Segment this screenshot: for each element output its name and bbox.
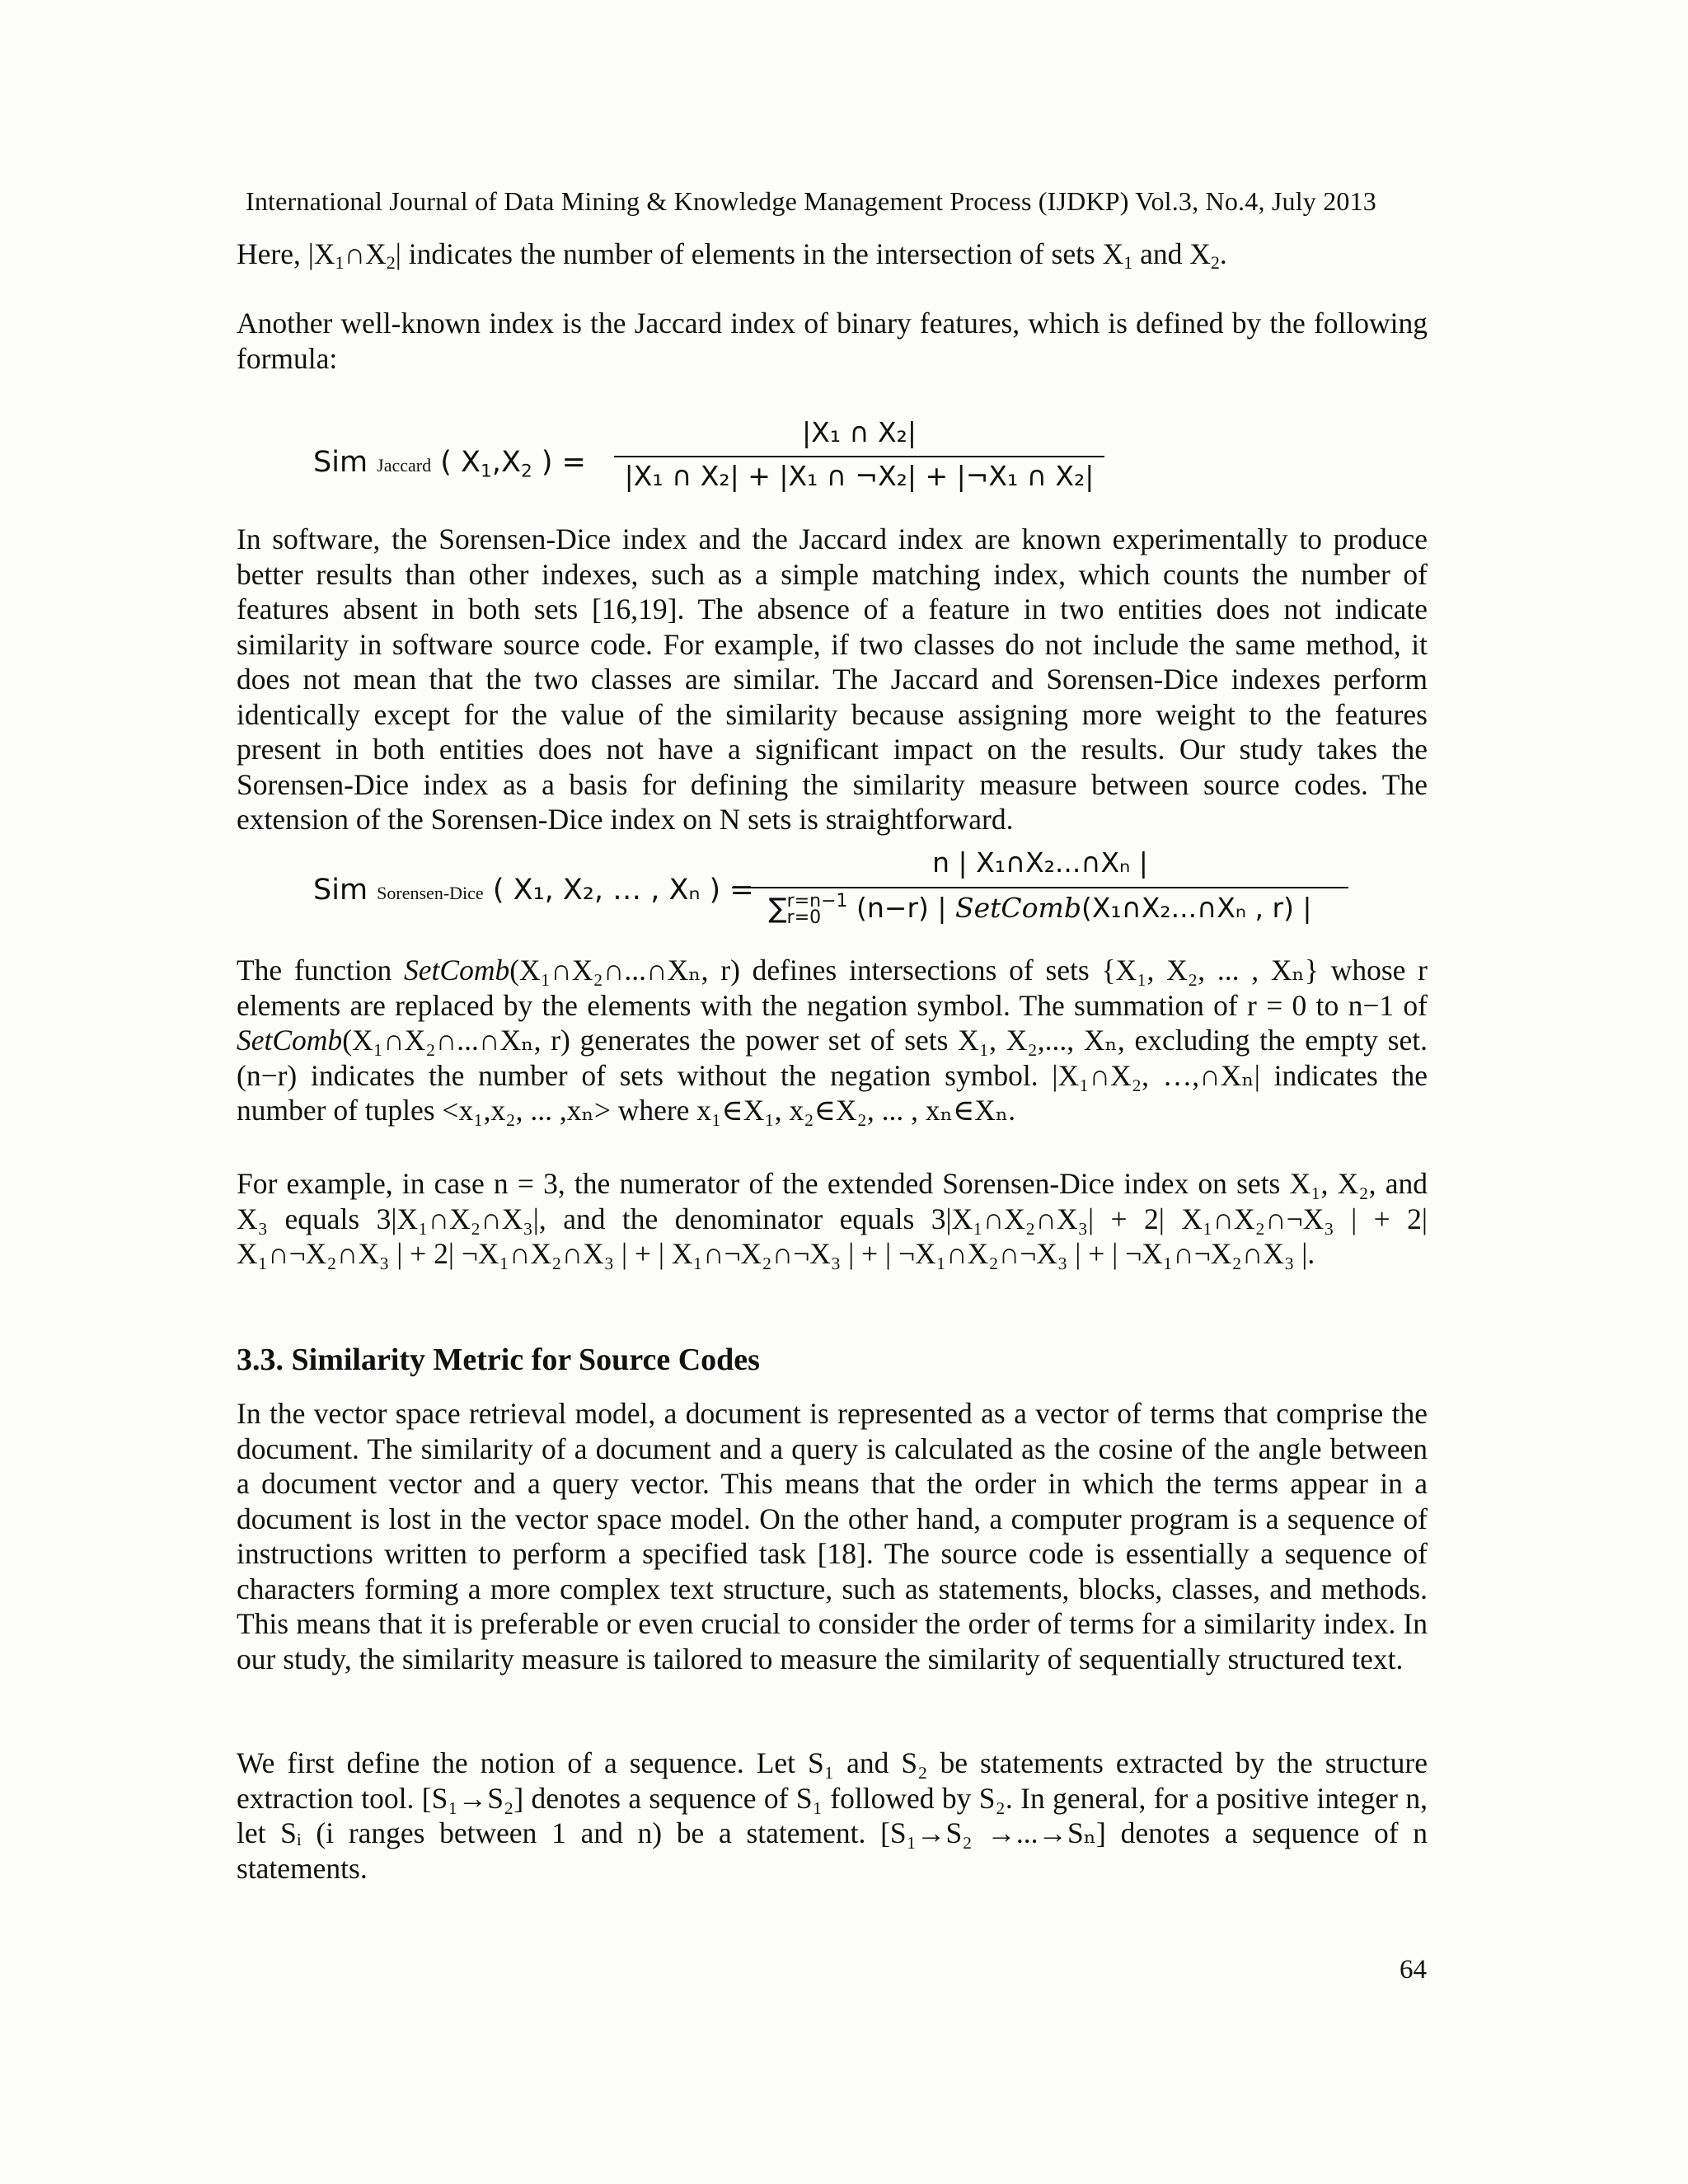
jaccard-equation-label: Sim Jaccard ( $X_1,X_2$ ) = bbox=[313, 446, 586, 482]
section-heading: 3.3. Similarity Metric for Source Codes bbox=[237, 1343, 760, 1377]
jaccard-denominator: |X₁ ∩ X₂| + |X₁ ∩ ¬X₂| + |¬X₁ ∩ X₂| bbox=[624, 460, 1095, 492]
journal-header: International Journal of Data Mining & Knowledge Management Process (IJDKP) Vol.3, No.4, July 2013 bbox=[246, 186, 1376, 216]
jaccard-numerator: |X₁ ∩ X₂| bbox=[801, 416, 917, 448]
sorensen-denominator: ∑ r=n−1 r=0 (n−r) | SetComb(X₁∩X₂...∩Xₙ , r) | bbox=[768, 890, 1312, 928]
summation-upper-limit: r=n−1 bbox=[786, 890, 848, 912]
paragraph-software: In software, the Sorensen-Dice index and the Jaccard index are known experimentally to produce better results than other indexes, such as a simple matching index, which counts the number of features absent in both sets [16,19]. The absence of a feature in two entities does not indicate similarity in software source code. For example, if two classes do not include the same method, it does not mean that the two classes are similar. The Jaccard and Sorensen-Dice indexes perform identically except for the value of the similarity because assigning more weight to the features present in both entities does not have a significant impact on the results. Our study takes the Sorensen-Dice index as a basis for defining the similarity measure between source codes. The extension of the Sorensen-Dice index on N sets is straightforward. bbox=[237, 523, 1428, 836]
paragraph-jaccard-intro: Another well-known index is the Jaccard index of binary features, which is defined by the following formula: bbox=[237, 307, 1428, 375]
page-number: 64 bbox=[1400, 1955, 1427, 1985]
paragraph-sequence: We first define the notion of a sequence. Let S₁ and S₂ be statements extracted by the structure extraction tool. [S₁→S₂] denotes a sequence of S₁ followed by S₂. In general, for a positive integer n, let Sᵢ (i ranges between 1 and n) be a statement. [S₁→S₂ →...→Sₙ] denotes a sequence of n statements. bbox=[237, 1746, 1428, 1885]
paragraph-setcomb: The function SetComb(X₁∩X₂∩...∩Xₙ, r) defines intersections of sets {X₁, X₂, ... , Xₙ} whose r elements are replaced by the elements with the negation symbol. The summation of r = 0 to n−1 of SetComb(X₁∩X₂∩...∩Xₙ, r) generates the power set of sets X₁, X₂,..., Xₙ, excluding the empty set. (n−r) indicates the number of sets without the negation symbol. |X₁∩X₂, …,∩Xₙ| indicates the number of tuples <x₁,x₂, ... ,xₙ> where x₁∈X₁, x₂∈X₂, ... , xₙ∈Xₙ. bbox=[237, 954, 1428, 1127]
paragraph-example: For example, in case n = 3, the numerator of the extended Sorensen-Dice index on sets X₁, X₂, and X₃ equals 3|X₁∩X₂∩X₃|, and the denominator equals 3|X₁∩X₂∩X₃| + 2| X₁∩X₂∩¬X₃ | + 2| X₁∩¬X₂∩X₃ | + 2| ¬X₁∩X₂∩X₃ | + | X₁∩¬X₂∩¬X₃ | + | ¬X₁∩X₂∩¬X₃ | + | ¬X₁∩¬X₂∩X₃ |. bbox=[237, 1167, 1428, 1270]
paragraph-intersection: Here, $|X_1\cap X_2|$ indicates the number of elements in the intersection of sets $X_1$ and $X_2$. bbox=[237, 237, 1227, 274]
summation-symbol: ∑ bbox=[768, 892, 787, 924]
sorensen-numerator: n | X₁∩X₂...∩Xₙ | bbox=[932, 846, 1148, 879]
summation-lower-limit: r=0 bbox=[786, 907, 822, 928]
paragraph-vector-space: In the vector space retrieval model, a document is represented as a vector of terms that comprise the document. The similarity of a document and a query is calculated as the cosine of the angle between a document vector and a query vector. This means that the order in which the terms appear in a document is lost in the vector space model. On the other hand, a computer program is a sequence of instructions written to perform a specified task [18]. The source code is essentially a sequence of characters forming a more complex text structure, such as statements, blocks, classes, and methods. This means that it is preferable or even crucial to consider the order of terms for a similarity index. In our study, the similarity measure is tailored to measure the similarity of sequentially structured text. bbox=[237, 1397, 1428, 1675]
jaccard-fraction-bar bbox=[614, 456, 1104, 457]
sorensen-equation-label: Sim Sorensen-Dice ( X₁, X₂, … , Xₙ ) = bbox=[313, 874, 754, 907]
sorensen-fraction-bar bbox=[732, 887, 1348, 888]
